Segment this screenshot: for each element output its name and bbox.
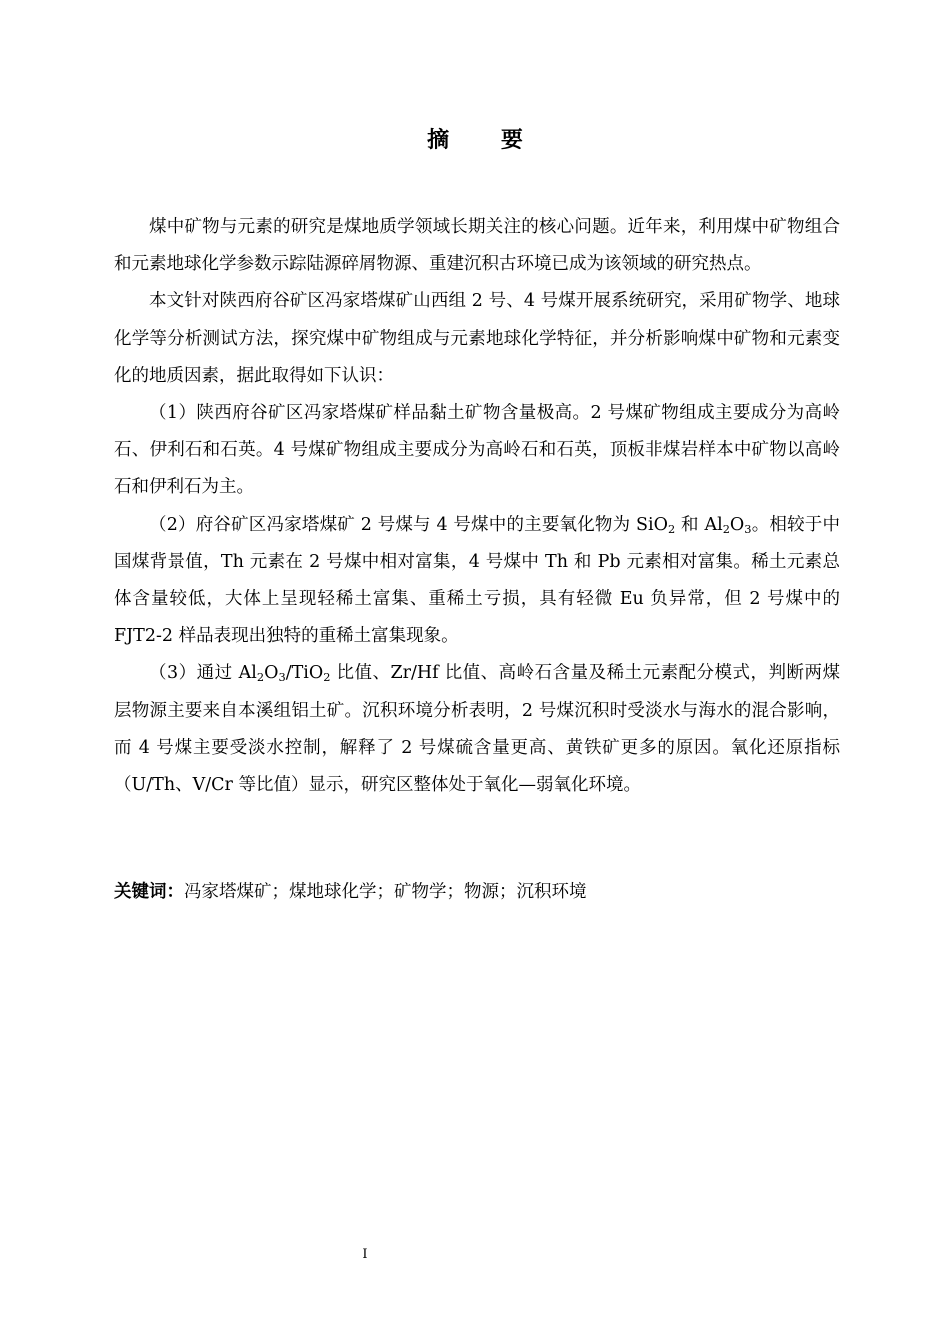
finding-3-text-d: 比值、Zr/Hf 比值、高岭石含量及稀土元素配分模式，判断两煤层物源主要来自本溪组铝土矿。沉积环境分析表明，2 号煤沉积时受淡水与海水的混合影响，而 4 号煤主要受淡水控制，解释了 2 号煤硫含量更高、黄铁矿更多的原因。氧化还原指标（U/Th、V/Cr 等比值）显示，研究区整体处于氧化—弱氧化环境。 <box>114 663 840 796</box>
subscript: 2 <box>722 521 730 536</box>
keywords-text: 冯家塔煤矿；煤地球化学；矿物学；物源；沉积环境 <box>184 882 587 902</box>
subscript: 3 <box>278 670 286 685</box>
keywords-line <box>114 874 840 911</box>
finding-3-text-b: O <box>264 663 279 684</box>
abstract-paragraph-finding-3 <box>114 655 840 804</box>
keywords-label: 关键词： <box>114 882 184 902</box>
finding-2-text-b: 和 Al <box>675 514 723 535</box>
finding-2-text-a: （2）府谷矿区冯家塔煤矿 2 号煤与 4 号煤中的主要氧化物为 SiO <box>149 514 668 535</box>
abstract-paragraph-intro: 煤中矿物与元素的研究是煤地质学领域长期关注的核心问题。近年来，利用煤中矿物组合和元素地球化学参数示踪陆源碎屑物源、重建沉积古环境已成为该领域的研究热点。 <box>114 217 840 275</box>
abstract-paragraph-finding-1: （1）陕西府谷矿区冯家塔煤矿样品黏土矿物含量极高。2 号煤矿物组成主要成分为高岭石、伊利石和石英。4 号煤矿物组成主要成分为高岭石和石英，顶板非煤岩样本中矿物以高岭石和伊利石为主。 <box>114 403 840 498</box>
subscript: 2 <box>256 670 265 685</box>
finding-3-text-a: （3）通过 Al <box>149 663 257 684</box>
finding-2-text-c: O <box>729 514 745 535</box>
page-number: I <box>362 1247 368 1262</box>
finding-3-text-c: /TiO <box>285 663 324 684</box>
abstract-title: 摘 要 <box>427 128 545 153</box>
subscript: 3 <box>744 521 752 536</box>
abstract-body <box>114 209 840 804</box>
finding-2-text-d: 。相较于中国煤背景值，Th 元素在 2 号煤中相对富集，4 号煤中 Th 和 Pb 元素相对富集。稀土元素总体含量较低，大体上呈现轻稀土富集、重稀土亏损，具有轻微 Eu 负异常，但 2 号煤中的 FJT2-2 样品表现出独特的重稀土富集现象。 <box>114 514 840 647</box>
subscript: 2 <box>323 670 331 685</box>
abstract-paragraph-finding-2 <box>114 507 840 656</box>
abstract-paragraph-method: 本文针对陕西府谷矿区冯家塔煤矿山西组 2 号、4 号煤开展系统研究，采用矿物学、地球化学等分析测试方法，探究煤中矿物组成与元素地球化学特征，并分析影响煤中矿物和元素变化的地质因素，据此取得如下认识： <box>114 291 840 386</box>
subscript: 2 <box>668 521 676 536</box>
